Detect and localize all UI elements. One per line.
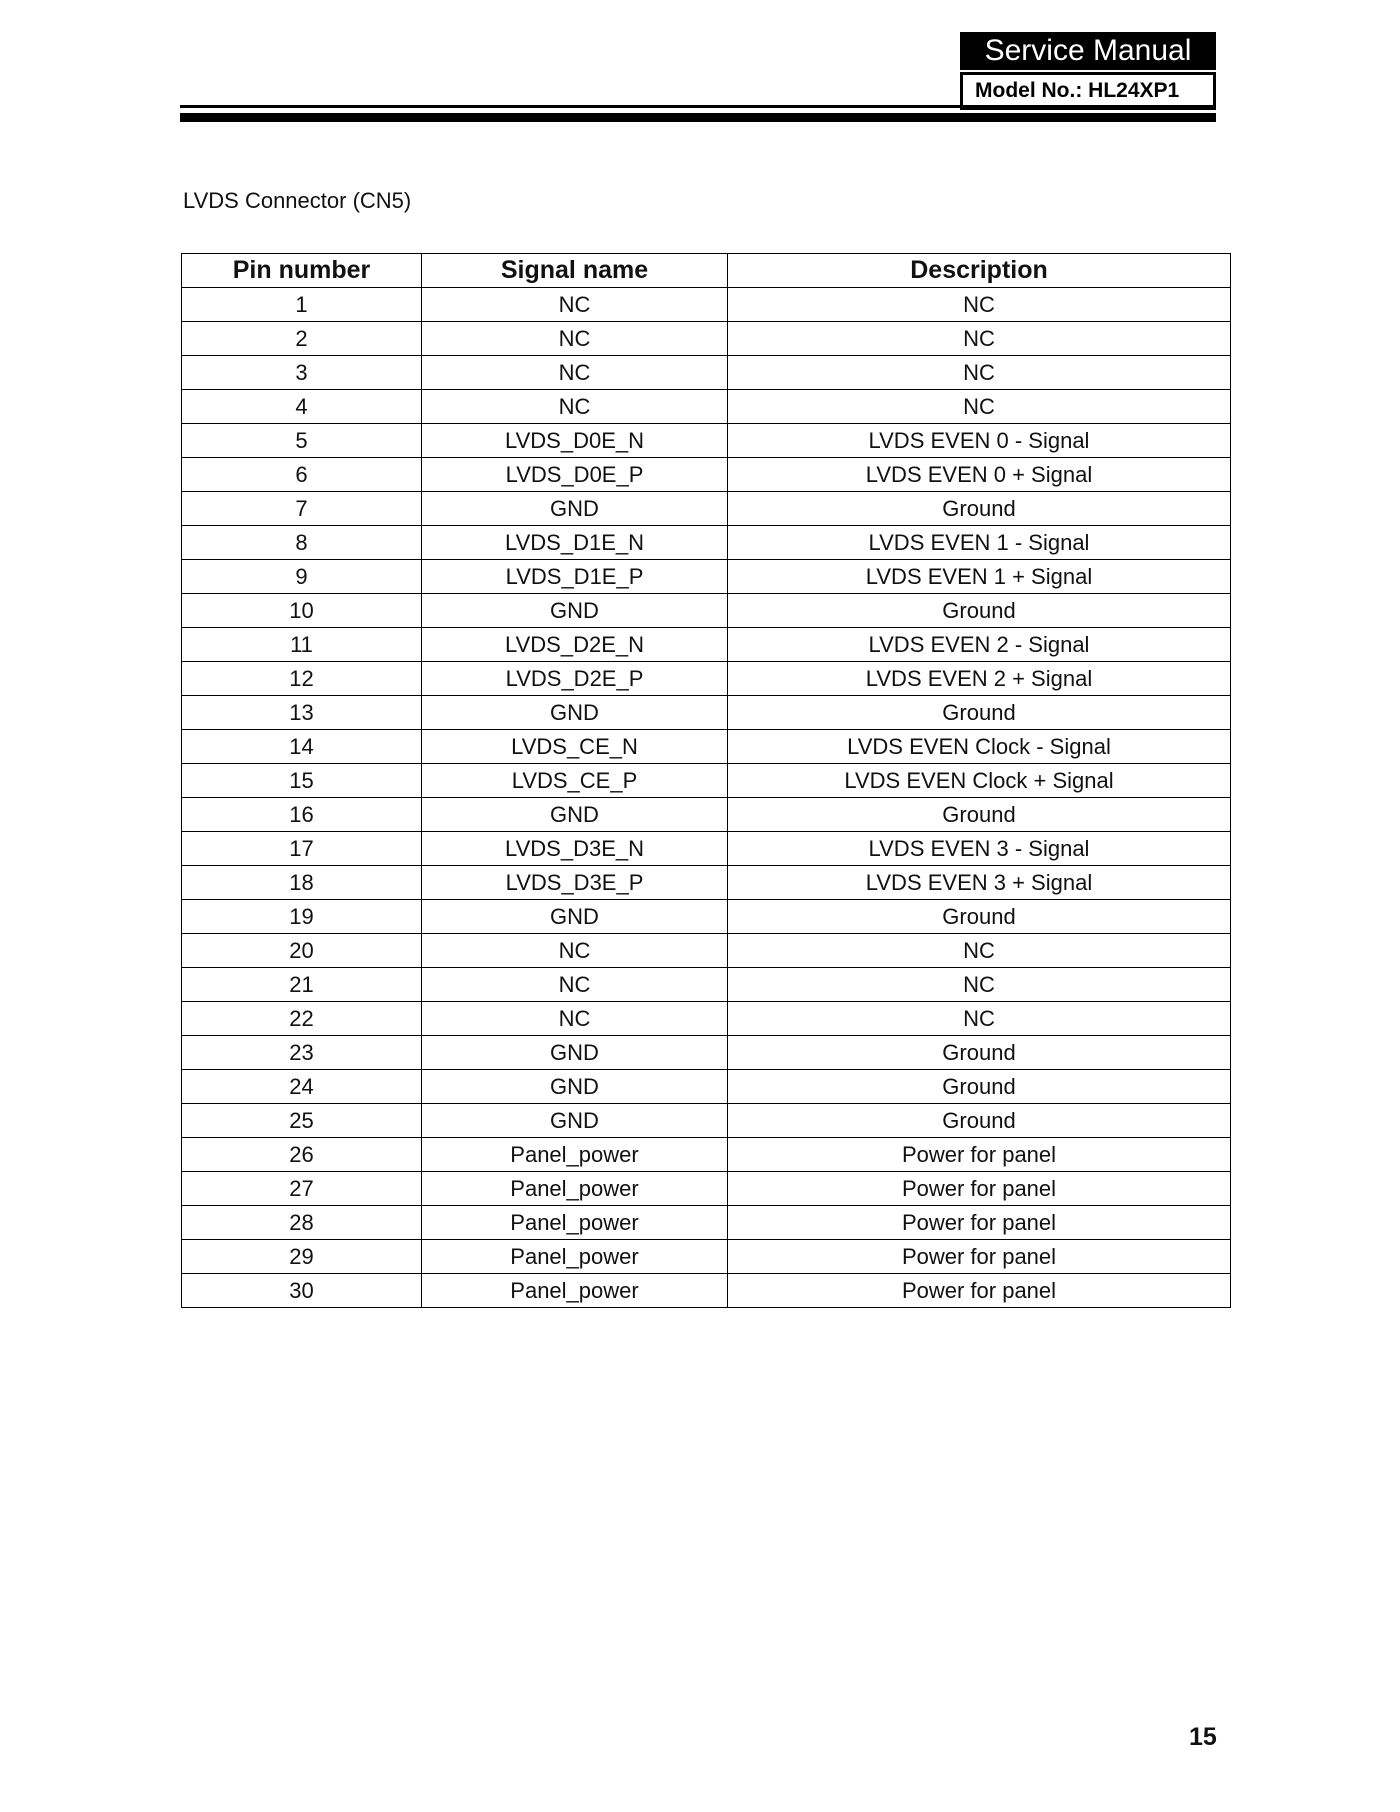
pin-number-cell: 2: [182, 322, 422, 356]
pin-number-cell: 11: [182, 628, 422, 662]
table-row: [182, 424, 1231, 458]
table-row: [182, 832, 1231, 866]
pin-number-cell: 3: [182, 356, 422, 390]
table-row: [182, 1274, 1231, 1308]
description-cell: NC: [728, 934, 1231, 968]
pin-number-cell: 9: [182, 560, 422, 594]
table-row: [182, 1172, 1231, 1206]
pin-number-cell: 19: [182, 900, 422, 934]
pin-number-cell: 6: [182, 458, 422, 492]
description-cell: NC: [728, 356, 1231, 390]
pin-number-cell: 5: [182, 424, 422, 458]
table-row: [182, 730, 1231, 764]
signal-name-cell: LVDS_D1E_P: [422, 560, 728, 594]
table-row: [182, 662, 1231, 696]
pin-number-cell: 20: [182, 934, 422, 968]
section-title: LVDS Connector (CN5): [183, 188, 412, 213]
description-cell: Ground: [728, 1104, 1231, 1138]
signal-name-cell: GND: [422, 1104, 728, 1138]
pin-number-cell: 24: [182, 1070, 422, 1104]
description-cell: LVDS EVEN 1 - Signal: [728, 526, 1231, 560]
signal-name-cell: GND: [422, 1036, 728, 1070]
signal-name-cell: Panel_power: [422, 1172, 728, 1206]
description-cell: Power for panel: [728, 1138, 1231, 1172]
signal-name-cell: GND: [422, 798, 728, 832]
description-cell: Ground: [728, 1036, 1231, 1070]
signal-name-cell: GND: [422, 900, 728, 934]
signal-name-cell: Panel_power: [422, 1138, 728, 1172]
description-cell: Power for panel: [728, 1240, 1231, 1274]
signal-name-cell: GND: [422, 696, 728, 730]
table-body: [182, 288, 1231, 1308]
description-cell: Ground: [728, 798, 1231, 832]
table-row: [182, 628, 1231, 662]
table-row: [182, 934, 1231, 968]
pin-number-cell: 7: [182, 492, 422, 526]
description-cell: NC: [728, 1002, 1231, 1036]
pin-number-cell: 8: [182, 526, 422, 560]
service-manual-title: Service Manual: [960, 32, 1216, 70]
table-row: [182, 764, 1231, 798]
signal-name-cell: LVDS_D0E_P: [422, 458, 728, 492]
signal-name-cell: Panel_power: [422, 1240, 728, 1274]
signal-name-cell: LVDS_D3E_N: [422, 832, 728, 866]
signal-name-cell: NC: [422, 1002, 728, 1036]
table-row: [182, 866, 1231, 900]
table-row: [182, 526, 1231, 560]
pin-table: [181, 253, 1231, 1308]
model-number: Model No.: HL24XP1: [960, 72, 1216, 110]
signal-name-cell: NC: [422, 968, 728, 1002]
description-cell: Power for panel: [728, 1206, 1231, 1240]
signal-name-cell: NC: [422, 288, 728, 322]
description-cell: LVDS EVEN 2 + Signal: [728, 662, 1231, 696]
pin-number-cell: 30: [182, 1274, 422, 1308]
description-cell: NC: [728, 322, 1231, 356]
table-row: [182, 1138, 1231, 1172]
signal-name-cell: GND: [422, 594, 728, 628]
signal-name-cell: LVDS_D2E_N: [422, 628, 728, 662]
table-row: [182, 1036, 1231, 1070]
signal-name-cell: Panel_power: [422, 1274, 728, 1308]
pin-number-cell: 28: [182, 1206, 422, 1240]
header-description: Description: [728, 254, 1231, 288]
header-signal-name: Signal name: [422, 254, 728, 288]
signal-name-cell: NC: [422, 322, 728, 356]
signal-name-cell: LVDS_D2E_P: [422, 662, 728, 696]
pin-number-cell: 16: [182, 798, 422, 832]
page-number: 15: [1189, 1723, 1217, 1751]
pin-number-cell: 25: [182, 1104, 422, 1138]
pin-number-cell: 1: [182, 288, 422, 322]
pin-number-cell: 21: [182, 968, 422, 1002]
pin-number-cell: 14: [182, 730, 422, 764]
description-cell: Power for panel: [728, 1172, 1231, 1206]
description-cell: Ground: [728, 1070, 1231, 1104]
signal-name-cell: LVDS_D3E_P: [422, 866, 728, 900]
table-row: [182, 1070, 1231, 1104]
description-cell: Ground: [728, 900, 1231, 934]
pin-number-cell: 27: [182, 1172, 422, 1206]
description-cell: LVDS EVEN 3 - Signal: [728, 832, 1231, 866]
pin-number-cell: 13: [182, 696, 422, 730]
description-cell: LVDS EVEN Clock + Signal: [728, 764, 1231, 798]
table-row: [182, 696, 1231, 730]
table-row: [182, 356, 1231, 390]
description-cell: LVDS EVEN 2 - Signal: [728, 628, 1231, 662]
header-pin-number: Pin number: [182, 254, 422, 288]
pin-number-cell: 22: [182, 1002, 422, 1036]
pin-number-cell: 17: [182, 832, 422, 866]
table-header-row: [182, 254, 1231, 288]
description-cell: LVDS EVEN Clock - Signal: [728, 730, 1231, 764]
table-row: [182, 1206, 1231, 1240]
table-row: [182, 798, 1231, 832]
signal-name-cell: LVDS_D0E_N: [422, 424, 728, 458]
description-cell: Ground: [728, 492, 1231, 526]
signal-name-cell: NC: [422, 934, 728, 968]
signal-name-cell: GND: [422, 1070, 728, 1104]
table-row: [182, 968, 1231, 1002]
description-cell: NC: [728, 288, 1231, 322]
signal-name-cell: GND: [422, 492, 728, 526]
description-cell: LVDS EVEN 0 + Signal: [728, 458, 1231, 492]
signal-name-cell: LVDS_CE_N: [422, 730, 728, 764]
description-cell: Ground: [728, 594, 1231, 628]
pin-number-cell: 15: [182, 764, 422, 798]
table-row: [182, 1002, 1231, 1036]
table-row: [182, 900, 1231, 934]
pin-number-cell: 29: [182, 1240, 422, 1274]
signal-name-cell: LVDS_CE_P: [422, 764, 728, 798]
table-row: [182, 1104, 1231, 1138]
description-cell: LVDS EVEN 0 - Signal: [728, 424, 1231, 458]
pin-number-cell: 10: [182, 594, 422, 628]
pin-number-cell: 12: [182, 662, 422, 696]
signal-name-cell: Panel_power: [422, 1206, 728, 1240]
signal-name-cell: NC: [422, 356, 728, 390]
table-row: [182, 288, 1231, 322]
description-cell: NC: [728, 390, 1231, 424]
pin-number-cell: 18: [182, 866, 422, 900]
table-row: [182, 594, 1231, 628]
header-rule-thick: [180, 113, 1216, 122]
signal-name-cell: LVDS_D1E_N: [422, 526, 728, 560]
table-row: [182, 492, 1231, 526]
description-cell: LVDS EVEN 3 + Signal: [728, 866, 1231, 900]
description-cell: Power for panel: [728, 1274, 1231, 1308]
table-row: [182, 1240, 1231, 1274]
header-badge: [960, 32, 1216, 108]
table-row: [182, 458, 1231, 492]
signal-name-cell: NC: [422, 390, 728, 424]
table-row: [182, 322, 1231, 356]
description-cell: Ground: [728, 696, 1231, 730]
pin-number-cell: 23: [182, 1036, 422, 1070]
table-row: [182, 560, 1231, 594]
description-cell: LVDS EVEN 1 + Signal: [728, 560, 1231, 594]
header-rule-thin: [180, 105, 1216, 108]
table-row: [182, 390, 1231, 424]
pin-number-cell: 26: [182, 1138, 422, 1172]
pin-number-cell: 4: [182, 390, 422, 424]
description-cell: NC: [728, 968, 1231, 1002]
